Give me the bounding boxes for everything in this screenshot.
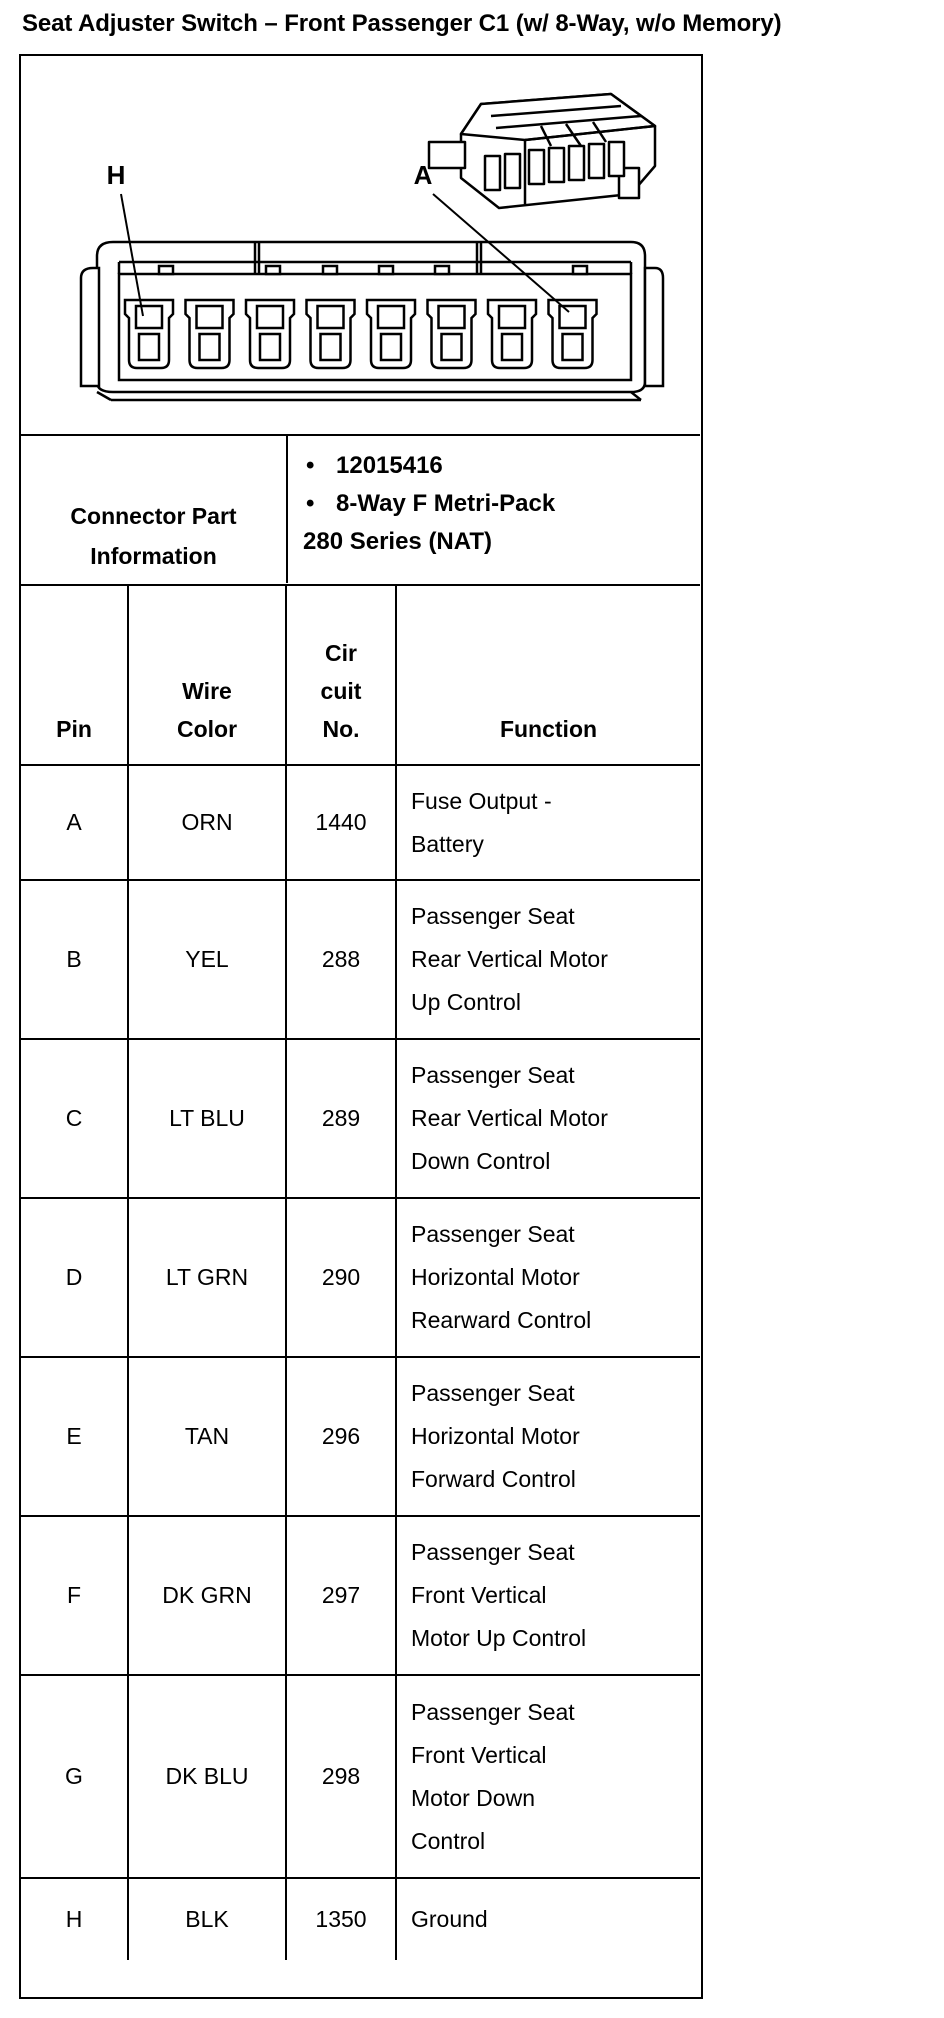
function-line: Control [411, 1827, 486, 1854]
cell-function [396, 1675, 700, 1878]
function-line: Down Control [411, 1148, 551, 1174]
function-line: Front Vertical [411, 1582, 547, 1608]
connector-cavity [488, 300, 536, 368]
cell-pin: A [21, 765, 128, 880]
cell-circuit-no: 289 [286, 1039, 396, 1198]
cell-function [396, 1878, 700, 1960]
table-row [21, 1675, 700, 1878]
function-line: Passenger Seat [411, 1380, 575, 1406]
connector-info-value-cell [288, 436, 700, 583]
cell-wire-color: TAN [128, 1357, 286, 1516]
table-row [21, 1198, 700, 1357]
cell-function [396, 1039, 700, 1198]
label-h: H [106, 160, 126, 190]
connector-series: 280 Series (NAT) [303, 528, 492, 555]
connector-sheet [19, 54, 703, 1999]
cell-function [396, 1516, 700, 1675]
function-line: Passenger Seat [411, 1062, 575, 1088]
function-line: Horizontal Motor [411, 1423, 580, 1449]
header-pin: Pin [21, 586, 128, 765]
cell-pin: F [21, 1516, 128, 1675]
cell-function [396, 880, 700, 1039]
connector-cavity [307, 300, 355, 368]
header-wire-color: Wire Color [128, 586, 286, 765]
function-line: Ground [411, 1906, 488, 1932]
cell-function [396, 765, 700, 880]
cell-pin: E [21, 1357, 128, 1516]
label-a: A [413, 160, 433, 190]
cell-pin: B [21, 880, 128, 1039]
connector-info-label-line1: Connector Part [70, 503, 237, 529]
table-row [21, 880, 700, 1039]
cell-pin: H [21, 1878, 128, 1960]
function-line: Rearward Control [411, 1307, 592, 1333]
connector-cavity [125, 300, 173, 368]
function-line: Passenger Seat [411, 1698, 575, 1725]
connector-info-label-line2: Information [90, 543, 217, 569]
cell-pin: G [21, 1675, 128, 1878]
cell-function [396, 1198, 700, 1357]
function-line: Fuse Output - [411, 787, 552, 814]
cell-wire-color: DK BLU [128, 1675, 286, 1878]
cell-circuit-no: 296 [286, 1357, 396, 1516]
connector-iso-icon [429, 94, 655, 208]
cell-wire-color: YEL [128, 880, 286, 1039]
function-line: Motor Down [411, 1784, 535, 1811]
connector-cavity [549, 300, 597, 368]
cell-circuit-no: 1440 [286, 765, 396, 880]
connector-cavity [186, 300, 234, 368]
cell-wire-color: DK GRN [128, 1516, 286, 1675]
function-line: Rear Vertical Motor [411, 946, 608, 972]
table-row [21, 765, 700, 880]
function-line: Motor Up Control [411, 1625, 587, 1651]
connector-drawing [21, 56, 700, 434]
header-function: Function [396, 586, 700, 765]
bullet-icon: • [306, 452, 315, 479]
connector-cavity [367, 300, 415, 368]
connector-info-label-cell [21, 436, 288, 583]
table-row [21, 1516, 700, 1675]
page-title: Seat Adjuster Switch – Front Passenger C1 (w/ 8-Way, w/o Memory) [22, 10, 782, 37]
part-number: 12015416 [336, 452, 443, 479]
bullet-icon: • [306, 490, 315, 517]
connector-diagram [21, 56, 700, 436]
connector-description: 8-Way F Metri-Pack [336, 490, 556, 517]
table-row [21, 1039, 700, 1198]
header-circuit-no: Cir cuit No. [286, 586, 396, 765]
function-line: Horizontal Motor [411, 1264, 580, 1290]
function-line: Forward Control [411, 1466, 576, 1492]
cell-circuit-no: 290 [286, 1198, 396, 1357]
cell-circuit-no: 297 [286, 1516, 396, 1675]
function-line: Battery [411, 830, 484, 857]
pinout-table [21, 586, 700, 1960]
function-line: Passenger Seat [411, 1221, 575, 1247]
function-line: Rear Vertical Motor [411, 1105, 608, 1131]
table-header-row [21, 586, 700, 765]
cell-wire-color: BLK [128, 1878, 286, 1960]
cell-circuit-no: 298 [286, 1675, 396, 1878]
cell-wire-color: ORN [128, 765, 286, 880]
function-line: Front Vertical [411, 1741, 547, 1768]
function-line: Passenger Seat [411, 1539, 575, 1565]
table-row [21, 1357, 700, 1516]
function-line: Passenger Seat [411, 903, 575, 929]
function-line: Up Control [411, 989, 521, 1015]
cell-pin: D [21, 1198, 128, 1357]
connector-cavity [246, 300, 294, 368]
cell-function [396, 1357, 700, 1516]
cell-circuit-no: 1350 [286, 1878, 396, 1960]
table-row [21, 1878, 700, 1960]
cell-circuit-no: 288 [286, 880, 396, 1039]
connector-part-info [21, 436, 700, 586]
cell-wire-color: LT BLU [128, 1039, 286, 1198]
cell-wire-color: LT GRN [128, 1198, 286, 1357]
connector-cavity [428, 300, 476, 368]
cell-pin: C [21, 1039, 128, 1198]
